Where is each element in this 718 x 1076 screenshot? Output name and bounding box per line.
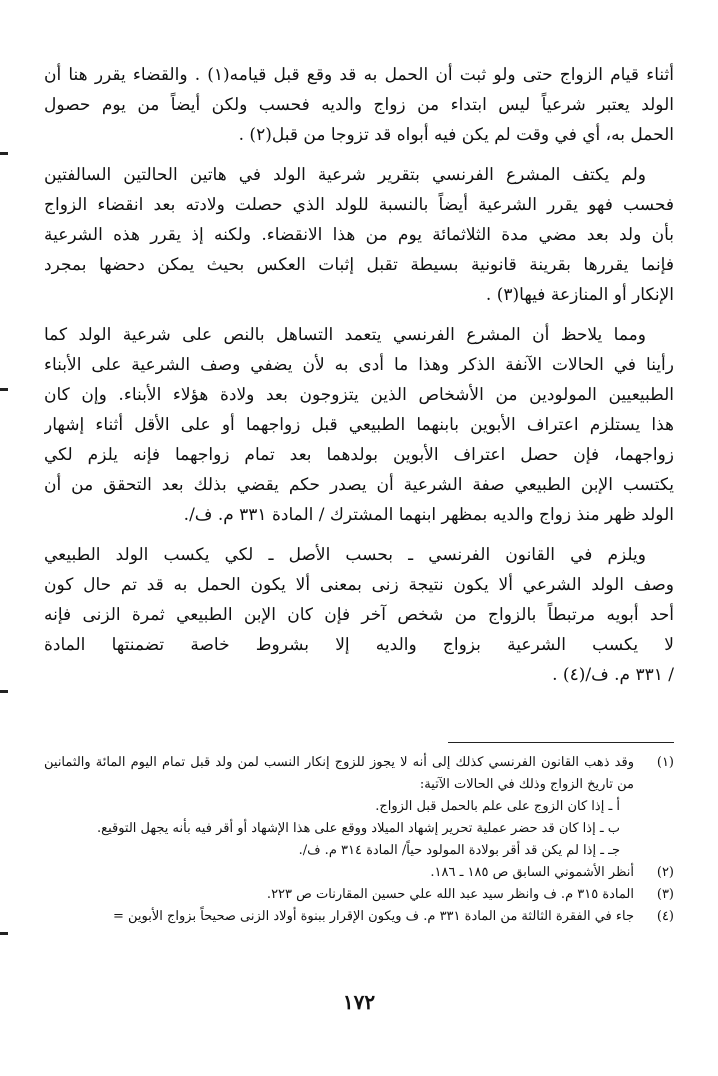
paragraph-line: فإنما يقررها بقرينة قانونية بسيطة تقبل إثبات العكس بحيث يمكن دحضها بمجرد (44, 255, 674, 275)
margin-mark (0, 932, 8, 935)
margin-mark (0, 152, 8, 155)
footnote-number: (١) (656, 755, 674, 770)
paragraph-line: الولد ظهر منذ زواج والديه بمظهر ابنهما المشترك / المادة ٣٣١ م. ف/. (183, 505, 674, 525)
margin-mark (0, 388, 8, 391)
paragraph-line: فحسب فهو يقرر الشرعية أيضاً بالنسبة للولد الذي حصلت ولادته بعد انقضاء الزواج (44, 195, 674, 215)
footnote-text: أنظر الأشموني السابق ص ١٨٥ ـ ١٨٦. (430, 865, 634, 880)
footnote-1 (44, 752, 674, 796)
paragraph-line: هذا يستلزم اعتراف الأبوين بابنهما الطبيعي قبل زواجهما أو على الأقل أثناء إشهار (44, 415, 674, 435)
paragraph-line: بأن ولد بعد مضي مدة الثلاثمائة يوم من هذا الانقضاء. ولكنه إذ يقرر هذه الشرعية (44, 225, 674, 245)
footnote-4 (44, 906, 674, 928)
footnote-text: جاء في الفقرة الثالثة من المادة ٣٣١ م. ف ويكون الإقرار ببنوة أولاد الزنى صحيحاً بزواج الأبوين = (112, 909, 634, 924)
paragraph-line: أثناء قيام الزواج حتى ولو ثبت أن الحمل به قد وقع قبل قيامه(١) . والقضاء يقرر هنا أن (44, 65, 674, 85)
footnote-item: أ ـ إذا كان الزوج على علم بالحمل قبل الزواج. (375, 799, 620, 814)
footnote-number: (٣) (656, 887, 674, 902)
paragraph-line: الولد يعتبر شرعياً ليس ابتداء من زواج والديه فحسب ولكن أيضاً من يوم حصول (44, 95, 674, 115)
paragraph-3 (44, 320, 674, 530)
footnote-text: المادة ٣١٥ م. ف وانظر سيد عبد الله علي حسين المقارنات ص ٢٢٣. (266, 887, 634, 902)
page-number: ١٧٢ (342, 990, 376, 1014)
footnote-number: (٢) (656, 865, 674, 880)
body-text (44, 60, 674, 700)
paragraph-line: الطبيعيين المولودين من الأشخاص الذين يتزوجون بعد ولادة هؤلاء الأبناء. وإن كان (44, 385, 674, 405)
paragraph-line: رأينا في الحالات الآنفة الذكر وهذا ما أدى به لأن يضفي وصف الشرعية على الأبناء (44, 355, 674, 375)
paragraph-line: وصف الولد الشرعي ألا يكون نتيجة زنى بمعنى ألا يكون الحمل به قد تم حال كون (44, 575, 674, 595)
margin-mark (0, 690, 8, 693)
footnotes (44, 752, 674, 928)
paragraph-line: لا يكسب الشرعية بزواج والديه إلا بشروط خاصة تضمنتها المادة (44, 635, 674, 655)
paragraph-4 (44, 540, 674, 690)
footnote-3 (44, 884, 674, 906)
footnote-item: ب ـ إذا كان قد حضر عملية تحرير إشهاد الميلاد ووقع على هذا الإشهاد أو أقر فيه بأنه يجهل التوقيع. (97, 821, 620, 836)
paragraph-line: أحد أبويه مرتبطاً بالزواج من شخص آخر فإن كان الإبن الطبيعي ثمرة الزنى فإنه (44, 605, 674, 625)
footnote-item: جـ ـ إذا لم يكن قد أقر بولادة المولود حياً/ المادة ٣١٤ م. ف/. (298, 843, 620, 858)
footnote-text: وقد ذهب القانون الفرنسي كذلك إلى أنه لا يجوز للزوج إنكار النسب لمن ولد قبل تمام اليوم المائة والثمانين من تاريخ الزواج وذلك في الحالات الآتية: (44, 755, 634, 792)
paragraph-line: يكتسب الإبن الطبيعي صفة الشرعية أن يصدر حكم يقضي بذلك بعد التحقق من أن (44, 475, 674, 495)
footnote-number: (٤) (656, 909, 674, 924)
paragraph-1 (44, 60, 674, 150)
footnote-2 (44, 862, 674, 884)
paragraph-line: ومما يلاحظ أن المشرع الفرنسي يتعمد التساهل بالنص على شرعية الولد كما (44, 325, 646, 345)
paragraph-line: ويلزم في القانون الفرنسي ـ بحسب الأصل ـ لكي يكسب الولد الطبيعي (44, 545, 646, 565)
paragraph-line: الحمل به، أي في وقت لم يكن فيه أبواه قد تزوجا من قبل(٢) . (238, 125, 674, 145)
paragraph-2 (44, 160, 674, 310)
paragraph-line: / ٣٣١ م. ف/(٤) . (552, 665, 674, 685)
paragraph-line: ولم يكتف المشرع الفرنسي بتقرير شرعية الولد في هاتين الحالتين السالفتين (44, 165, 646, 185)
paragraph-line: الإنكار أو المنازعة فيها(٣) . (485, 285, 674, 305)
paragraph-line: زواجهما، فإن حصل اعتراف الأبوين بولدهما بعد تمام زواجهما فإنه يلزم لكي (44, 445, 674, 465)
footnote-separator (448, 742, 674, 743)
